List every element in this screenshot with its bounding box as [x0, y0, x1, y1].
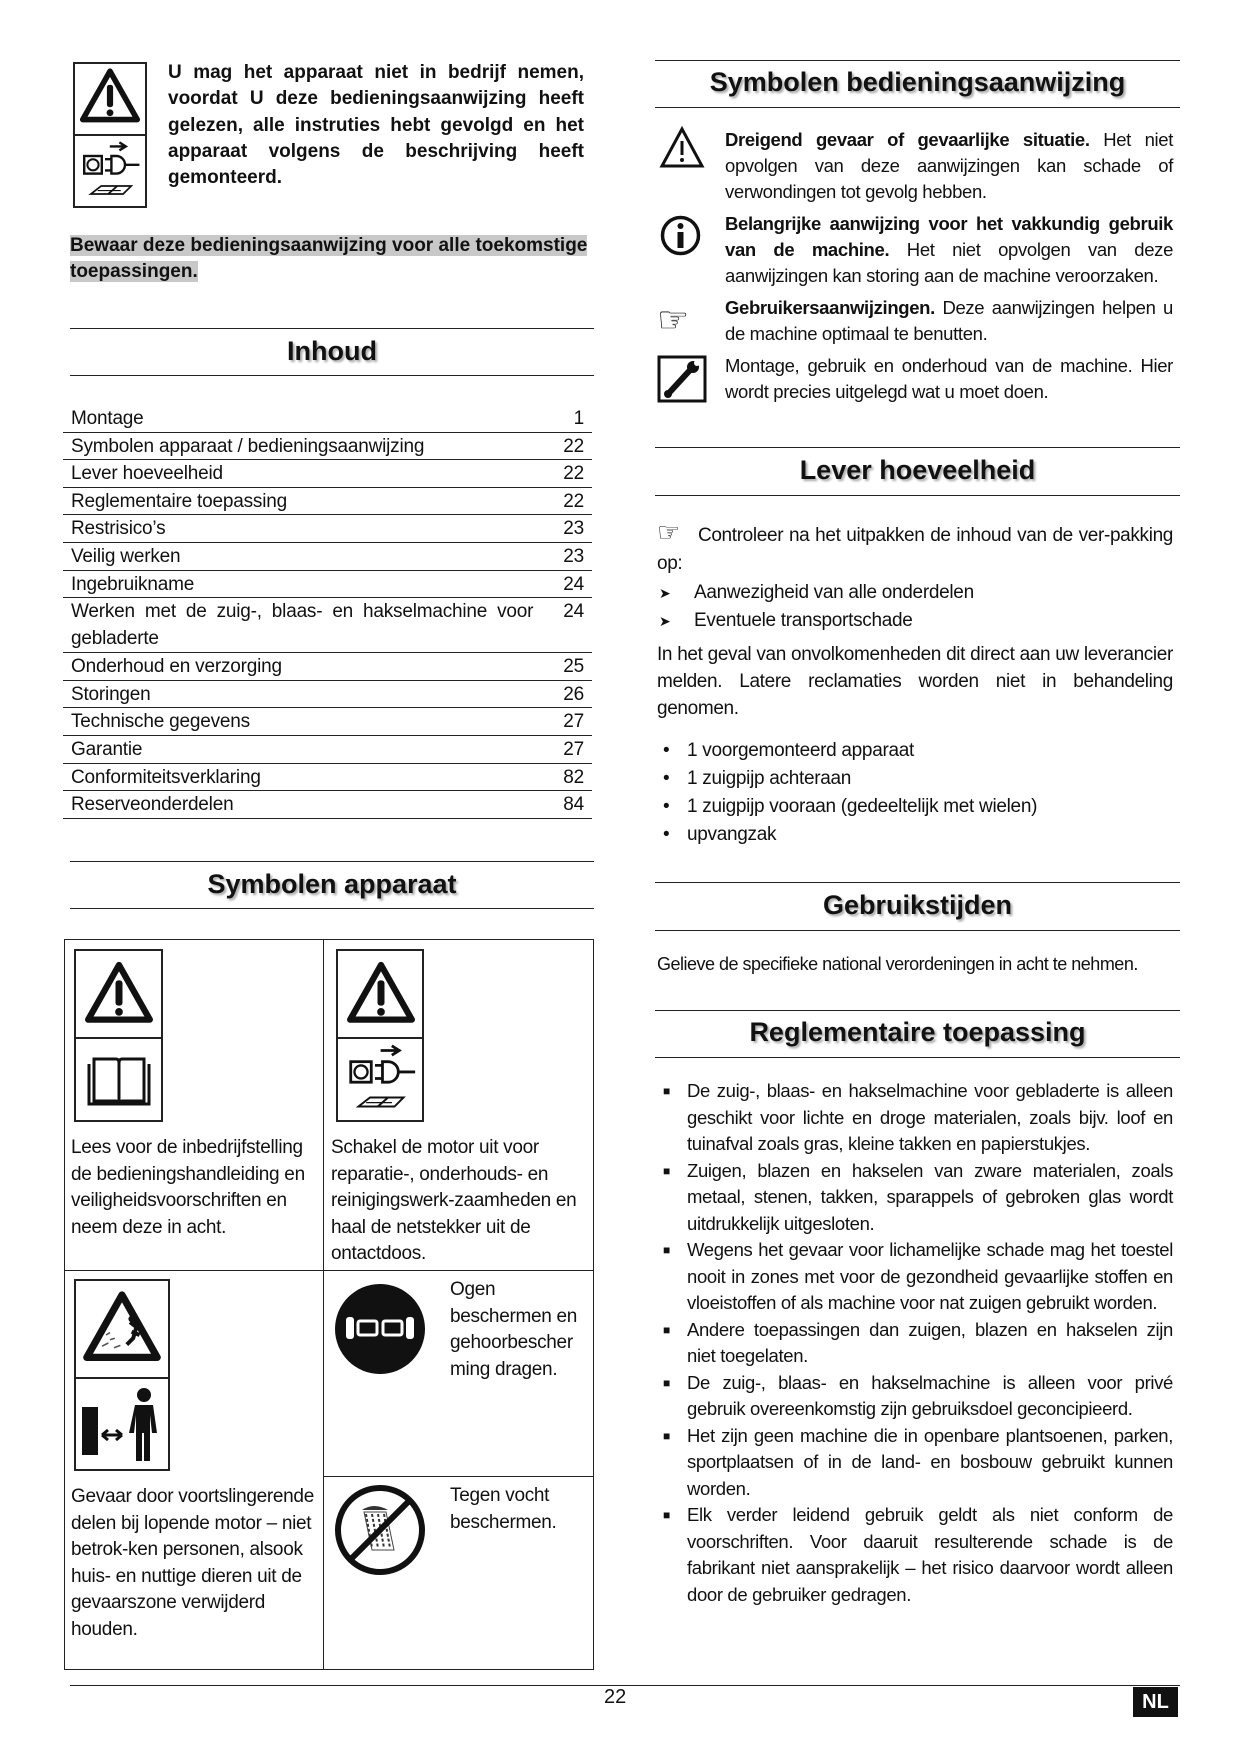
eye-ear-protection-icon	[334, 1283, 426, 1375]
language-badge: NL	[1133, 1687, 1178, 1717]
toc-page: 84	[563, 794, 584, 816]
square-bullet-icon: ■	[663, 1375, 670, 1390]
toc-page: 26	[563, 683, 584, 705]
toc-page: 27	[563, 739, 584, 760]
toc-page: 23	[563, 546, 584, 567]
usage-times-title: Gebruikstijden	[822, 890, 1013, 920]
protect-from-moisture-icon	[334, 1484, 426, 1576]
toc-label: Reserveonderdelen	[71, 794, 234, 816]
delivery-note: In het geval van onvolkomenheden dit direct aan uw leverancier melden. Latere reclamaties worden niet in behandeling genomen.	[657, 644, 1173, 719]
square-bullet-icon: ■	[663, 1322, 670, 1337]
pointing-hand-icon: ☞	[657, 299, 690, 340]
toc-label: Werken met de zuig-, blaas- en hakselmachine voor gebladerte	[71, 601, 534, 650]
list-item: ■ Andere toepassingen dan zuigen, blazen en hakselen zijn niet toegelaten.	[663, 1318, 1173, 1366]
delivery-check-list	[659, 579, 1173, 635]
toc-row	[63, 433, 592, 461]
list-item: ➤ Aanwezigheid van alle onderdelen	[659, 579, 1173, 607]
delivery-items-list	[663, 737, 1173, 849]
toc-page: 25	[563, 656, 584, 678]
arrow-bullet-icon: ➤	[659, 613, 671, 629]
symbols-device-title: Symbolen apparaat	[207, 869, 457, 899]
toc-row	[63, 515, 592, 543]
toc-row	[63, 543, 592, 571]
square-bullet-icon: ■	[663, 1428, 670, 1443]
toc-page: 1	[573, 408, 584, 429]
symbols-manual-title: Symbolen bedieningsaanwijzing	[709, 67, 1126, 97]
pointing-hand-icon: ☞	[657, 517, 680, 547]
info-icon	[659, 214, 702, 257]
toc-page: 22	[563, 463, 584, 485]
toc-label: Conformiteitsverklaring	[71, 766, 261, 788]
toc-row	[63, 653, 592, 681]
toc-page: 22	[563, 435, 584, 457]
warning-manual-icon-box	[73, 62, 147, 208]
toc-row	[63, 571, 592, 599]
toc-label: Garantie	[71, 739, 143, 760]
toc-page: 23	[563, 518, 584, 540]
symbol-unplug-text: Schakel de motor uit voor reparatie-, onderhouds- en reinigingswerk-zaamheden en haal de netstekker uit de ontactdoos.	[331, 1137, 577, 1264]
toc-label: Storingen	[71, 683, 151, 705]
toc-page: 27	[563, 711, 584, 733]
list-item: ■ De zuig-, blaas- en hakselmachine voor gebladerte is alleen geschikt voor lichte en droge materialen, zoals bijv. loof en tuinafval zoals gras, kleine takken en papierstukjes.	[663, 1080, 1173, 1154]
symbol-manual-assembly-text: Montage, gebruik en onderhoud van de machine. Hier wordt precies uitgelegd wat u moet doen.	[725, 355, 1173, 402]
flying-debris-distance-icon	[74, 1279, 170, 1471]
toc-row	[63, 764, 592, 792]
toc-label: Ingebruikname	[71, 573, 195, 595]
symbol-manual-user-text: Gebruikersaanwijzingen. Deze aanwijzingen helpen u de machine optimaal te benutten.	[725, 297, 1173, 344]
intro-warning-text: U mag het apparaat niet in bedrijf nemen, voordat U deze bedieningsaanwijzing heeft gelezen, alle instruties hebt gevolgd en het apparaat volgens de beschrijving heeft gemonteerd.	[168, 62, 584, 189]
toc-page: 24	[563, 601, 584, 623]
symbol-manual-danger-text: Dreigend gevaar of gevaarlijke situatie. Het niet opvolgen van deze aanwijzingen kan schade of verwondingen tot gevolg hebben.	[725, 129, 1173, 202]
toc-row	[63, 791, 592, 819]
toc-label: Montage	[71, 408, 144, 429]
usage-times-text: Gelieve de specifieke national verordeningen in acht te nehmen.	[657, 954, 1138, 974]
toc-row	[63, 405, 592, 433]
list-item: ■ Wegens het gevaar voor lichamelijke schade mag het toestel nooit in zones met voor de gezondheid gevaarlijke stoffen en vloeistoffen of als machine voor nat zuigen gebruikt worden.	[663, 1239, 1173, 1313]
keep-manual-note: Bewaar deze bedieningsaanwijzing voor alle toekomstige toepassingen.	[70, 235, 588, 282]
delivery-check-text: ☞ Controleer na het uitpakken de inhoud van de ver-pakking op:	[657, 517, 1173, 574]
page-number: 22	[604, 1686, 627, 1708]
toc-row	[63, 681, 592, 709]
arrow-bullet-icon: ➤	[659, 585, 671, 601]
toc-row	[63, 488, 592, 516]
toc-page: 22	[563, 490, 584, 512]
symbol-eye-ear-protection-text: Ogen beschermen en gehoorbescher ming dragen.	[450, 1279, 578, 1380]
square-bullet-icon: ■	[663, 1243, 670, 1257]
toc-row	[63, 460, 592, 488]
list-item: ■ De zuig-, blaas- en hakselmachine is alleen voor privé gebruik overeenkomstig zijn gebruiksdoel geconcipieerd.	[663, 1371, 1173, 1419]
delivery-title: Lever hoeveelheid	[799, 455, 1036, 485]
toc-label: Veilig werken	[71, 546, 181, 567]
list-item: • 1 zuigpijp achteraan	[663, 768, 852, 789]
toc-label: Restrisico’s	[71, 518, 166, 540]
danger-triangle-icon	[659, 126, 705, 169]
warning-triangle-icon	[79, 66, 141, 126]
list-item: ■ Elk verder leidend gebruik geldt als niet conform de voorschriften. Voor daaruit resulterende schade is de fabrikant niet aansprakelijk – het risico daarvoor wordt alleen door de gebruiker gedragen.	[663, 1504, 1173, 1605]
symbol-moisture-text: Tegen vocht beschermen.	[450, 1485, 557, 1533]
symbol-read-manual-text: Lees voor de inbedrijfstelling de bedieningshandleiding en veiligheidsvoorschriften en neem deze in acht.	[71, 1137, 305, 1238]
symbol-flying-debris-text: Gevaar door voortslingerende delen bij lopende motor – niet betrok-ken personen, alsook huis- en nuttige dieren uit de gevaarszone verwijderd houden.	[71, 1486, 314, 1640]
toc-page: 24	[563, 573, 584, 595]
toc-page: 82	[563, 766, 584, 788]
square-bullet-icon: ■	[663, 1508, 670, 1522]
toc-label: Onderhoud en verzorging	[71, 656, 282, 678]
intended-use-title: Reglementaire toepassing	[749, 1017, 1086, 1047]
toc-row	[63, 598, 592, 653]
read-manual-icon	[74, 949, 163, 1122]
toc-label: Reglementaire toepassing	[71, 490, 287, 512]
list-item: • 1 zuigpijp vooraan (gedeeltelijk met wielen)	[663, 796, 1038, 817]
manual-book-icon	[85, 178, 137, 202]
toc-title: Inhoud	[287, 336, 377, 366]
unplug-before-maintenance-icon	[336, 949, 424, 1122]
unplug-icon	[79, 140, 143, 176]
list-item: • upvangzak	[663, 824, 777, 845]
list-item: ■ Zuigen, blazen en hakselen van zware materialen, zoals metaal, stenen, takken, sparappels of gebroken glas wordt uitdrukkelijk uitgesloten.	[663, 1159, 1173, 1234]
symbol-manual-info-text: Belangrijke aanwijzing voor het vakkundig gebruik van de machine. Het niet opvolgen van deze aanwijzingen kan storing aan de machine veroorzaken.	[725, 213, 1174, 286]
wrench-icon	[657, 355, 707, 403]
toc-label: Symbolen apparaat / bedieningsaanwijzing	[71, 435, 425, 457]
intended-use-list	[663, 1078, 1173, 1608]
toc-label: Lever hoeveelheid	[71, 463, 223, 485]
list-item: ➤ Eventuele transportschade	[659, 607, 1173, 635]
toc-row	[63, 736, 592, 764]
list-item: ■ Het zijn geen machine die in openbare plantsoenen, parken, sportplaatsen of in de land- en bosbouw gebruikt kunnen worden.	[663, 1424, 1173, 1499]
list-item: • 1 voorgemonteerd apparaat	[663, 740, 914, 761]
square-bullet-icon: ■	[663, 1084, 670, 1098]
toc-label: Technische gegevens	[71, 711, 250, 733]
square-bullet-icon: ■	[663, 1163, 670, 1178]
toc-row	[63, 708, 592, 736]
